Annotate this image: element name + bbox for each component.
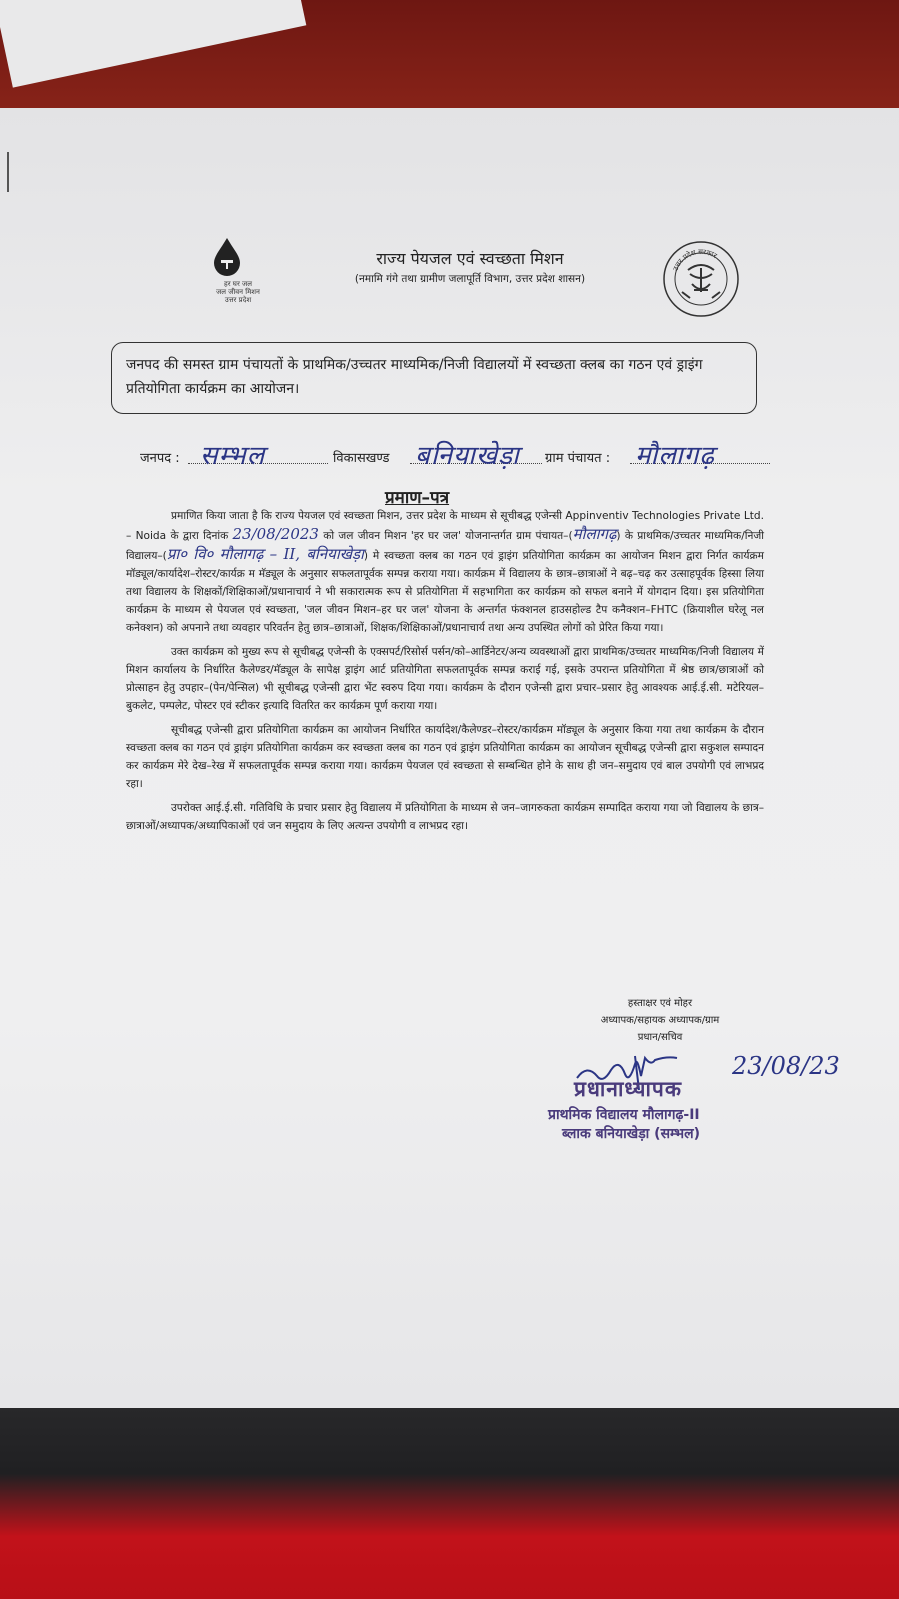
har-ghar-jal-logo bbox=[210, 236, 266, 306]
stamp-line-1: प्राथमिक विद्यालय मौलागढ़-II bbox=[548, 1107, 700, 1123]
gp-value: मौलागढ़ bbox=[635, 441, 715, 471]
certificate-body bbox=[126, 507, 764, 841]
block-label: विकासखण्ड bbox=[333, 451, 390, 466]
signature-label-1: हस्ताक्षर एवं मोहर bbox=[627, 998, 693, 1009]
block-value: बनियाखेड़ा bbox=[415, 441, 520, 471]
handwritten-school-name: प्रा० वि० मौलागढ़ – II, बनियाखेड़ा bbox=[166, 545, 364, 563]
district-label: जनपद : bbox=[140, 451, 180, 466]
district-value: सम्भल bbox=[200, 441, 266, 471]
punch-mark bbox=[7, 152, 9, 192]
mission-title: राज्य पेयजल एवं स्वच्छता मिशन bbox=[376, 249, 564, 268]
para1-text-1: प्रमाणित किया जाता है कि राज्य पेयजल एवं स्वच्छता मिशन, उत्तर प्रदेश के माध्यम से सूचीबद्ध एजेन्सी Appinventiv Technologies Private Ltd. – Noida के द्वारा दिनांक bbox=[126, 510, 764, 542]
para1-text-3: ) के प्राथमिक/उच्चतर माध्यमिक/निजी विद्यालय–( bbox=[126, 530, 764, 562]
up-government-emblem bbox=[662, 240, 740, 318]
paragraph-1 bbox=[126, 507, 764, 637]
signature-label-2: अध्यापक/सहायक अध्यापक/ग्राम bbox=[600, 1015, 720, 1026]
gp-label: ग्राम पंचायत : bbox=[545, 451, 611, 466]
handwritten-gram-panchayat: मौलागढ़ bbox=[572, 525, 617, 543]
para1-text-4: ) मे स्वच्छता क्लब का गठन एवं ड्राइंग प्रतियोगिता कार्यक्रम का आयोजन मिशन द्वारा निर्गत कार्यक्रम मॉड्यूल/कार्यादेश–रोस्टर/कार्यक्र म मॅड्यूल के अनुसार सफलतापूर्वक सम्पन्न कराया गया। कार्यक्रम में विद्यालय के छात्र–छात्राओं ने बढ़–चढ़ कर उत्साहपूर्वक हिस्सा लिया तथा विद्यालय के शिक्षकों/शिक्षिकाओं/प्रधानाचार्य ने भी सकारात्मक रूप से प्रतियोगिता में सहभागिता कर कार्यक्रम को सफल बनाने में योगदान दिया। इस प्रतियोगिता कार्यक्रम के माध्यम से पेयजल एवं स्वच्छता, 'जल जीवन मिशन–हर घर जल' योजना के अन्तर्गत फंक्शनल हाउसहोल्ड टैप कनैक्शन–FHTC (क्रियाशील घरेलू नल कनेक्शन) को अपनाने तथा व्यवहार परिवर्तन हेतु छात्र–छात्राओं, शिक्षक/शिक्षिकाओं/प्रधानाचार्य तथा अन्य उपस्थित लोगों को प्रेरित किया गया। bbox=[126, 550, 764, 634]
stamp-line-2: ब्लाक बनियाखेड़ा (सम्भल) bbox=[562, 1126, 700, 1142]
headmaster-stamp bbox=[548, 1075, 778, 1143]
stamp-title: प्रधानाध्यापक bbox=[574, 1077, 682, 1101]
paragraph-3: सूचीबद्ध एजेन्सी द्वारा प्रतियोगिता कार्यक्रम का आयोजन निर्धारित कार्यादेश/कैलेण्डर–रोस्टर/कार्यक्रम मॉड्यूल के अनुसार किया गया तथा कार्यक्रम के दौरान स्वच्छता क्लब का गठन एवं ड्राइंग प्रतियोगिता कार्यक्रम कर स्वच्छता क्लब का गठन एवं ड्राइंग प्रतियोगिता कार्यक्रम का आयोजन सूचीबद्ध एजेन्सी द्वारा सकुशल सम्पादन कर कार्यक्रम मेरे देख–रेख में सफलतापूर्वक सम्पन्न कराया गया। कार्यक्रम पेयजल एवं स्वच्छता से सम्बन्धित होने के साथ ही जन–समुदाय एवं बाल उपयोगी एवं लाभप्रद रहा। bbox=[126, 724, 764, 790]
signature-labels bbox=[570, 995, 750, 1046]
certificate-title: प्रमाण–पत्र bbox=[385, 488, 450, 508]
paragraph-2: उक्त कार्यक्रम को मुख्य रूप से सूचीबद्ध एजेन्सी के एक्सपर्ट/रिसोर्स पर्सन/को–आर्डिनेटर/अन्य व्यवस्थाओं द्वारा प्राथमिक/उच्चतर माध्यमिक/निजी विद्यालय में मिशन कार्यालय के निर्धारित कैलेण्डर/मॅड्यूल के सापेक्ष ड्राइंग आर्ट प्रतियोगिता सफलतापूर्वक सम्पन्न कराई गई, इसके उपरान्त प्रतियोगिता में श्रेष्ठ छात्र/छात्राओं को प्रोत्साहन हेतु उपहार–(पेन/पेन्सिल) भी सूचीबद्ध एजेन्सी द्वारा भेंट स्वरुप दिया गया। कार्यक्रम के दौरान एजेन्सी द्वारा प्रचार–प्रसार हेतु आवश्यक आई.ई.सी. मटेरियल–बुकलेट, पम्पलेट, पोस्टर एवं स्टीकर इत्यादि वितरित कर कार्यक्रम पूर्ण कराया गया। bbox=[126, 646, 764, 712]
logo-tagline: हर घर जल जल जीवन मिशन उत्तर प्रदेश bbox=[216, 280, 260, 304]
water-drop-icon bbox=[210, 236, 244, 276]
background-bottom bbox=[0, 1390, 899, 1599]
location-row bbox=[0, 436, 899, 476]
subject-box: जनपद की समस्त ग्राम पंचायतों के प्राथमिक/उच्चतर माध्यमिक/निजी विद्यालयों में स्वच्छता क्लब का गठन एवं ड्राइंग प्रतियोगिता कार्यक्रम का आयोजन। bbox=[111, 342, 757, 414]
paragraph-4: उपरोक्त आई.ई.सी. गतिविधि के प्रचार प्रसार हेतु विद्यालय में प्रतियोगिता के माध्यम से जन–जागरुकता कार्यक्रम सम्पादित कराया गया जो विद्यालय के छात्र–छात्राओं/अध्यापक/अध्यापिकाओं एवं जन समुदाय के लिए अत्यन्त उपयोगी व लाभप्रद रहा। bbox=[126, 802, 764, 832]
signature-label-3: प्रधान/सचिव bbox=[637, 1032, 683, 1043]
signature-date: 23/08/23 bbox=[732, 1052, 840, 1080]
mission-subtitle: (नमामि गंगे तथा ग्रामीण जलापूर्ति विभाग, उत्तर प्रदेश शासन) bbox=[354, 273, 586, 285]
handwritten-date: 23/08/2023 bbox=[232, 525, 319, 543]
para1-text-2: को जल जीवन मिशन 'हर घर जल' योजनान्तर्गत ग्राम पंचायत–( bbox=[323, 530, 573, 542]
emblem-text: उत्तर प्रदेश सरकार bbox=[671, 247, 719, 273]
